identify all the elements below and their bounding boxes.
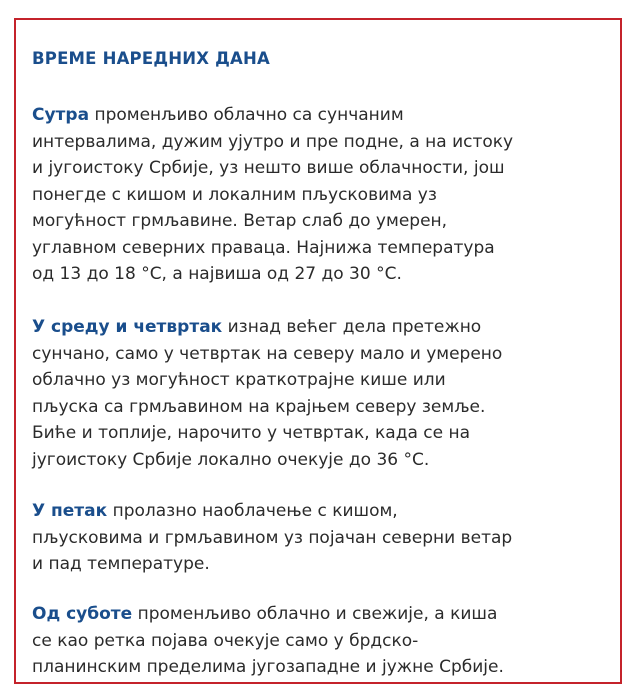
paragraph-line: планинским пределима југозападне и јужне Србије. xyxy=(32,657,504,677)
paragraph-line: и југоистоку Србије, уз нешто више облачности, још xyxy=(32,158,505,178)
paragraph-line xyxy=(32,601,620,628)
forecast-paragraph-wed-thu xyxy=(32,314,620,473)
paragraph-lead: У петак xyxy=(32,501,108,521)
paragraph-text: променљиво облачно са сунчаним xyxy=(89,105,404,125)
forecast-paragraph-friday xyxy=(32,498,620,578)
paragraph-line: се као ретка појава очекује само у брдско- xyxy=(32,630,419,651)
paragraph-lead: У среду и четвртак xyxy=(32,317,223,337)
paragraph-text: променљиво облачно и свежије, а киша xyxy=(132,604,498,624)
paragraph-text: изнад већег дела претежно xyxy=(222,317,482,337)
paragraph-text: пролазно наоблачење с кишом, xyxy=(107,501,398,521)
paragraph-line: и пад температуре. xyxy=(32,554,210,574)
paragraph-line: од 13 до 18 °C, а највиша од 27 до 30 °C. xyxy=(32,264,402,284)
paragraph-line: пљуска са грмљавином на крајњем северу земље. xyxy=(32,396,486,417)
paragraph-line: понегде с кишом и локалним пљусковима уз xyxy=(32,184,437,205)
paragraph-line xyxy=(32,498,620,525)
forecast-paragraph-tomorrow xyxy=(32,102,620,288)
paragraph-line: облачно уз могућност краткотрајне кише или xyxy=(32,370,446,390)
forecast-paragraph-saturday xyxy=(32,601,620,681)
paragraph-line: Биће и топлије, нарочито у четвртак, када се на xyxy=(32,423,471,443)
paragraph-lead: Од суботе xyxy=(32,604,133,624)
paragraph-line: југоистоку Србије локално очекује до 36 °C. xyxy=(32,449,430,470)
paragraph-line: могућност грмљавине. Ветар слаб до умерен, xyxy=(32,211,448,231)
paragraph-lead: Сутра xyxy=(32,105,90,125)
paragraph-line xyxy=(32,102,620,129)
paragraph-line: пљусковима и грмљавином уз појачан северни ветар xyxy=(32,527,513,548)
paragraph-line: сунчано, само у четвртак на северу мало и умерено xyxy=(32,343,503,364)
paragraph-line xyxy=(32,314,620,341)
paragraph-line: углавном северних праваца. Најнижа температура xyxy=(32,237,495,258)
forecast-title: ВРЕМЕ НАРЕДНИХ ДАНА xyxy=(32,49,270,68)
paragraph-line: интервалима, дужим ујутро и пре подне, а на истоку xyxy=(32,131,514,152)
